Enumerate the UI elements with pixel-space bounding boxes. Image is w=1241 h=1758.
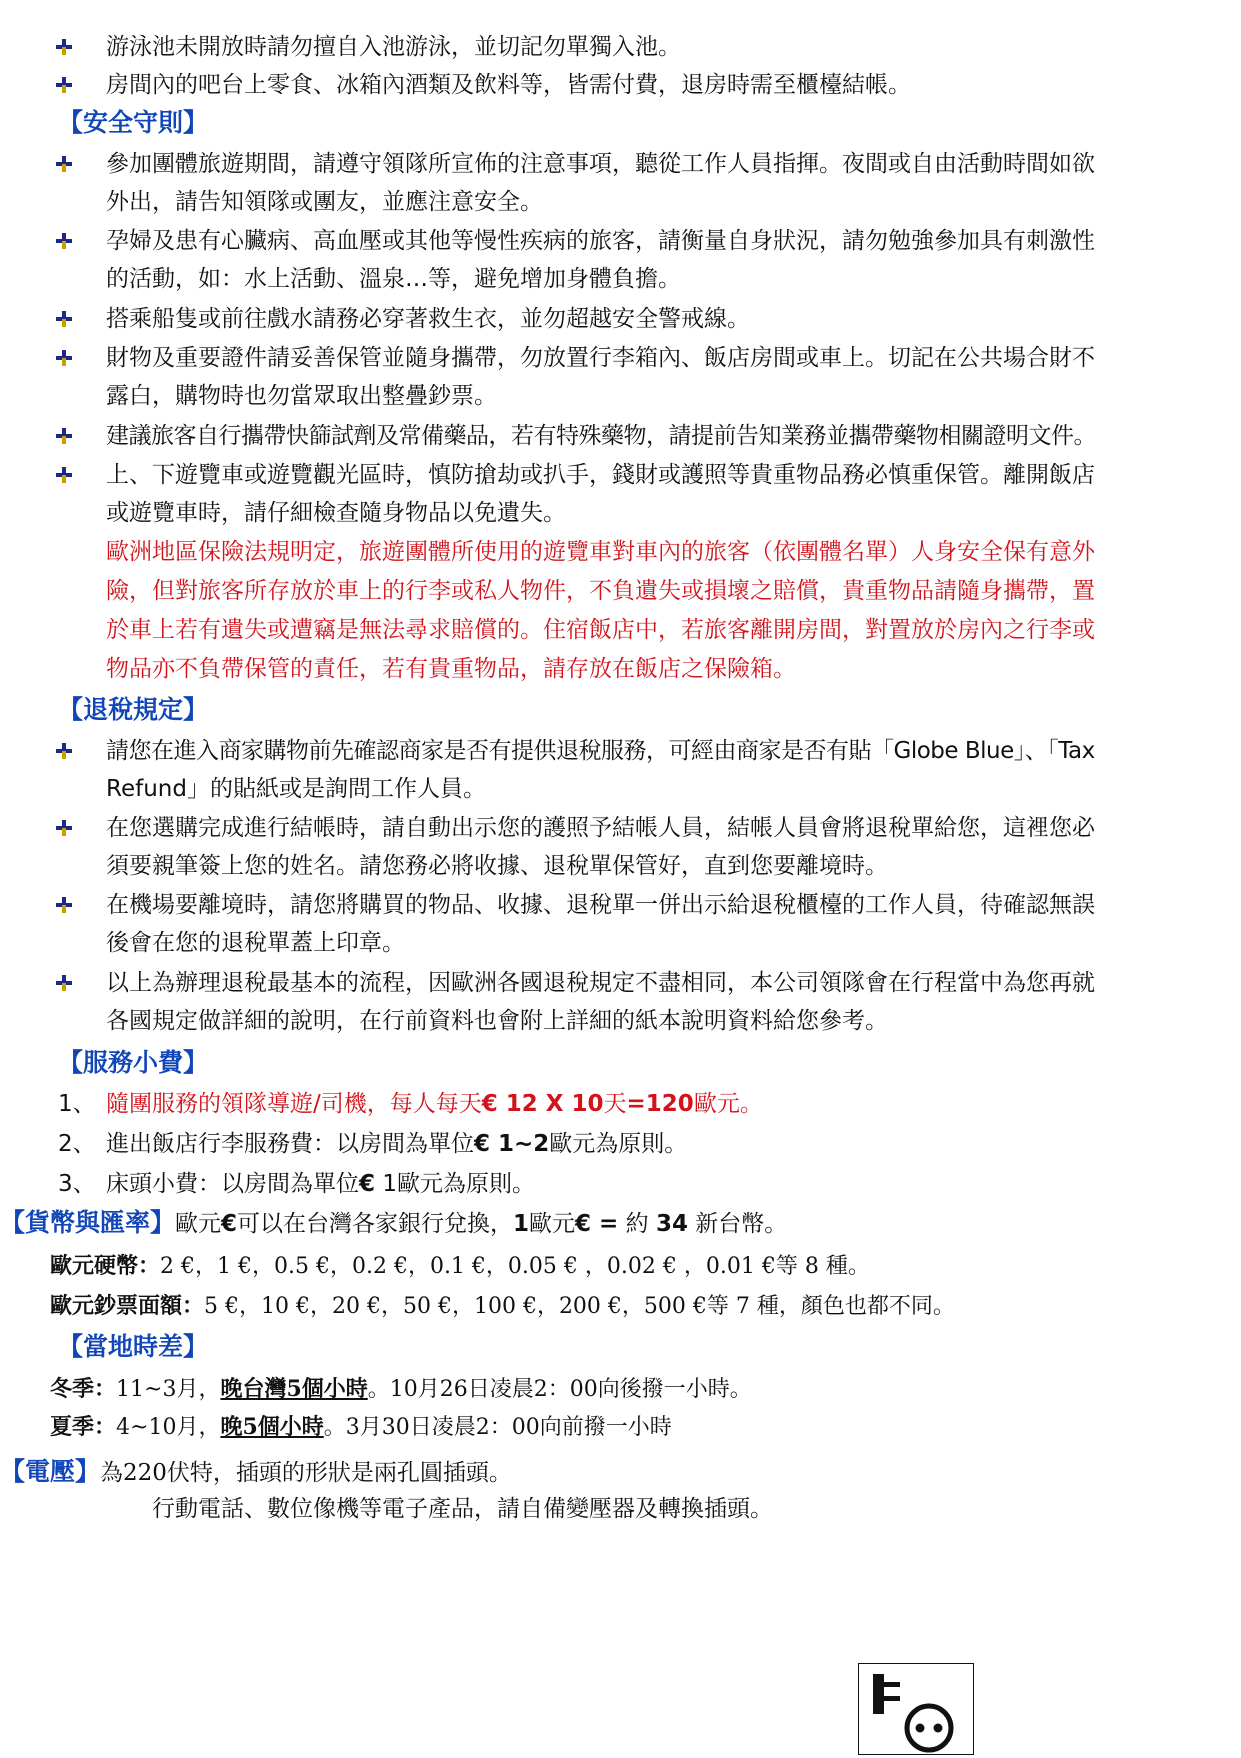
list-item-text: 財物及重要證件請妥善保管並隨身攜帶，勿放置行李箱內、飯店房間或車上。切記在公共場合財不 bbox=[106, 345, 1095, 371]
list-item-text: 後會在您的退稅單蓋上印章。 bbox=[106, 930, 405, 956]
list-item-text: 在您選購完成進行結帳時，請自動出示您的護照予結帳人員，結帳人員會將退稅單給您，這裡您必 bbox=[106, 815, 1095, 841]
tips-text: 床頭小費：以房間為單位 bbox=[106, 1171, 359, 1197]
winter-time-line bbox=[50, 1368, 1241, 1411]
list-item-text: 建議旅客自行攜帶快篩試劑及常備藥品，若有特殊藥物，請提前告知業務並攜帶藥物相關證明文件。 bbox=[106, 423, 1096, 449]
tips-total: =120 bbox=[626, 1091, 694, 1117]
section-heading-currency: 【貨幣與匯率】 bbox=[0, 1208, 176, 1237]
section-heading-safety: 【安全守則】 bbox=[58, 108, 209, 137]
currency-text: 歐元 bbox=[175, 1211, 222, 1237]
list-item-text: 請您在進入商家購物前先確認商家是否有提供退稅服務，可經由商家是否有貼「Globe Blue」、「Tax bbox=[106, 738, 1095, 764]
currency-text: 新台幣。 bbox=[687, 1211, 788, 1237]
time-text: 。3月30日凌晨2：00向前撥一小時 bbox=[323, 1415, 672, 1440]
section-heading-tax-refund: 【退稅規定】 bbox=[58, 695, 209, 724]
section-heading-voltage: 【電壓】 bbox=[0, 1457, 101, 1486]
item-number: 2、 bbox=[58, 1131, 96, 1157]
bullet-plus-icon bbox=[56, 77, 72, 93]
list-item-text: 上、下遊覽車或遊覽觀光區時，慎防搶劫或扒手，錢財或護照等貴重物品務必慎重保管。離開飯店 bbox=[106, 462, 1095, 488]
tips-text: 隨團服務的領隊導遊/司機，每人每天 bbox=[106, 1091, 482, 1117]
insurance-note-text: 歐洲地區保險法規明定，旅遊團體所使用的遊覽車對車內的旅客（依團體名單）人身安全保有意外 bbox=[106, 539, 1095, 565]
bullet-plus-icon bbox=[56, 897, 72, 913]
time-highlight: 晚5個小時 bbox=[220, 1414, 324, 1440]
list-item-text: 以上為辦理退稅最基本的流程，因歐洲各國退稅規定不盡相同，本公司領隊會在行程當中為您再就 bbox=[106, 970, 1095, 996]
banknotes-line bbox=[50, 1285, 1241, 1328]
coins-text: 2 €，1 €，0.5 €，0.2 €，0.1 €，0.05 € ，0.02 € ，0.01 €等 8 種。 bbox=[160, 1254, 870, 1279]
voltage-text: 為220伏特，插頭的形狀是兩孔圓插頭。 bbox=[100, 1460, 512, 1486]
insurance-note-text: 於車上若有遺失或遭竊是無法尋求賠償的。住宿飯店中，若旅客離開房間，對置放於房內之行李或 bbox=[106, 617, 1095, 643]
bullet-plus-icon bbox=[56, 743, 72, 759]
bullet-plus-icon bbox=[56, 975, 72, 991]
bullet-plus-icon bbox=[56, 350, 72, 366]
rate-value: 34 bbox=[655, 1211, 688, 1237]
tips-amount: € 12 X 10 bbox=[481, 1091, 604, 1117]
bullet-plus-icon bbox=[56, 467, 72, 483]
list-item-text: 參加團體旅遊期間，請遵守領隊所宣佈的注意事項，聽從工作人員指揮。夜間或自由活動時間如欲 bbox=[106, 151, 1095, 177]
time-text: 11~3月， bbox=[116, 1377, 221, 1402]
coins-line bbox=[50, 1245, 1241, 1288]
item-number: 3、 bbox=[58, 1171, 96, 1197]
insurance-note-text: 險，但對旅客所存放於車上的行李或私人物件，不負遺失或損壞之賠償，貴重物品請隨身攜帶，置 bbox=[106, 578, 1095, 604]
winter-label: 冬季： bbox=[50, 1376, 117, 1402]
tips-item-text bbox=[106, 1083, 763, 1126]
bullet-plus-icon bbox=[56, 428, 72, 444]
tips-amount: € bbox=[359, 1171, 376, 1197]
list-item-text: 各國規定做詳細的說明，在行前資料也會附上詳細的紙本說明資料給您參考。 bbox=[106, 1008, 888, 1034]
tips-text: 進出飯店行李服務費：以房間為單位 bbox=[106, 1131, 474, 1157]
tips-amount: € 1~2 bbox=[474, 1131, 550, 1157]
list-item-text: 游泳池未開放時請勿擅自入池游泳，並切記勿單獨入池。 bbox=[106, 34, 681, 60]
tips-text: 天 bbox=[603, 1091, 627, 1117]
list-item-text: 或遊覽車時，請仔細檢查隨身物品以免遺失。 bbox=[106, 500, 566, 526]
tips-item-text bbox=[106, 1123, 687, 1166]
banknotes-label: 歐元鈔票面額： bbox=[50, 1293, 205, 1319]
tips-text: 歐元。 bbox=[693, 1091, 763, 1117]
list-item-text: 外出，請告知領隊或團友，並應注意安全。 bbox=[106, 189, 543, 215]
section-heading-tips: 【服務小費】 bbox=[58, 1048, 209, 1077]
tips-text: 歐元為原則。 bbox=[549, 1131, 688, 1157]
bullet-plus-icon bbox=[56, 820, 72, 836]
voltage-note-text: 行動電話、數位像機等電子產品，請自備變壓器及轉換插頭。 bbox=[152, 1496, 773, 1522]
bullet-plus-icon bbox=[56, 311, 72, 327]
time-text: 。10月26日凌晨2：00向後撥一小時。 bbox=[367, 1377, 752, 1402]
list-item-text: 的活動，如：水上活動、溫泉…等，避免增加身體負擔。 bbox=[106, 266, 681, 292]
rate-value: 1 bbox=[513, 1211, 530, 1237]
euro-sign: € bbox=[221, 1211, 238, 1237]
tips-text: 1歐元為原則。 bbox=[375, 1171, 535, 1197]
list-item-text: 須要親筆簽上您的姓名。請您務必將收據、退稅單保管好，直到您要離境時。 bbox=[106, 853, 888, 879]
list-item-text: 搭乘船隻或前往戲水請務必穿著救生衣，並勿超越安全警戒線。 bbox=[106, 306, 750, 332]
time-text: 4~10月， bbox=[116, 1415, 221, 1440]
currency-text: 約 bbox=[618, 1211, 656, 1237]
list-item-text: 孕婦及患有心臟病、高血壓或其他等慢性疾病的旅客，請衡量自身狀況，請勿勉強參加具有刺激性 bbox=[106, 228, 1095, 254]
coins-label: 歐元硬幣： bbox=[50, 1253, 161, 1279]
list-item-text: 在機場要離境時，請您將購買的物品、收據、退稅單一併出示給退稅櫃檯的工作人員，待確認無誤 bbox=[106, 892, 1095, 918]
bullet-plus-icon bbox=[56, 233, 72, 249]
list-item-text: 露白，購物時也勿當眾取出整疊鈔票。 bbox=[106, 383, 497, 409]
currency-text: 歐元 bbox=[529, 1211, 576, 1237]
time-highlight: 晚台灣5個小時 bbox=[220, 1376, 368, 1402]
plug-socket-icon bbox=[858, 1663, 974, 1755]
banknotes-text: 5 €，10 €，20 €，50 €，100 €，200 €，500 €等 7 種，顏色也都不同。 bbox=[204, 1294, 955, 1319]
section-heading-time-diff: 【當地時差】 bbox=[58, 1332, 209, 1361]
bullet-plus-icon bbox=[56, 39, 72, 55]
currency-line bbox=[0, 1203, 1241, 1246]
summer-label: 夏季： bbox=[50, 1414, 117, 1440]
list-item-text: 房間內的吧台上零食、冰箱內酒類及飲料等，皆需付費，退房時需至櫃檯結帳。 bbox=[106, 72, 911, 98]
tips-item-text bbox=[106, 1163, 535, 1206]
rate-value: € = bbox=[575, 1211, 619, 1237]
item-number: 1、 bbox=[58, 1091, 96, 1117]
bullet-plus-icon bbox=[56, 156, 72, 172]
insurance-note-text: 物品亦不負帶保管的責任，若有貴重物品，請存放在飯店之保險箱。 bbox=[106, 656, 796, 682]
currency-text: 可以在台灣各家銀行兌換， bbox=[237, 1211, 514, 1237]
summer-time-line bbox=[50, 1406, 1241, 1449]
list-item-text: Refund」的貼紙或是詢問工作人員。 bbox=[106, 776, 486, 802]
